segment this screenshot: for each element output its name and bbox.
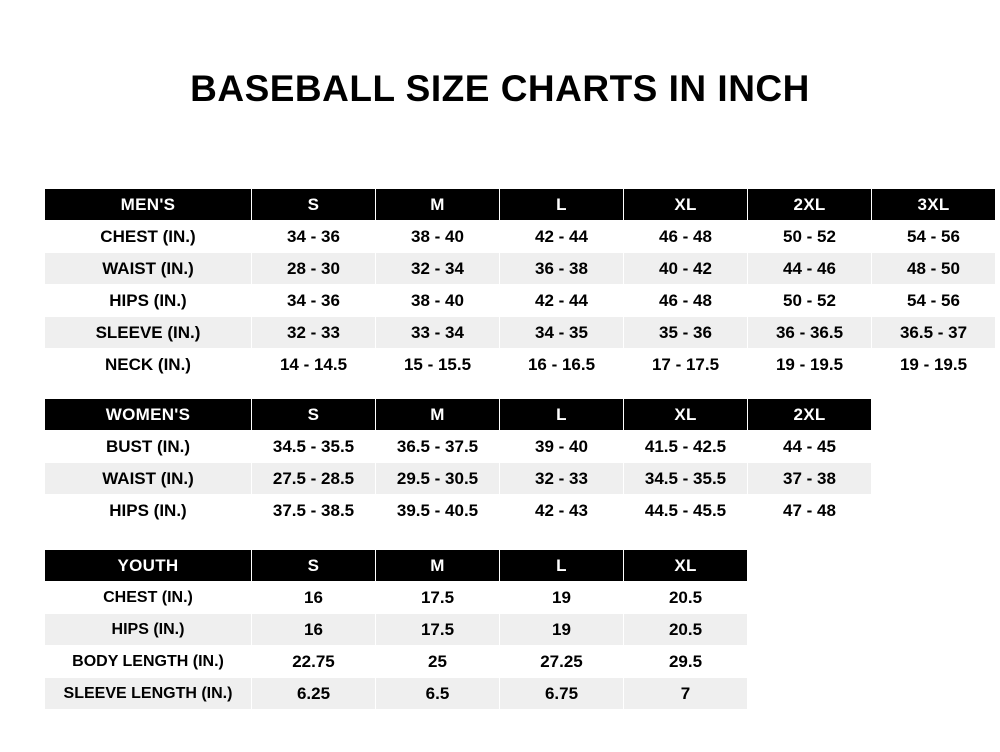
cell: 34 - 36 bbox=[252, 285, 376, 317]
cell: 29.5 - 30.5 bbox=[376, 463, 500, 495]
cell: 32 - 33 bbox=[252, 317, 376, 349]
cell: 38 - 40 bbox=[376, 221, 500, 253]
column-header: 2XL bbox=[748, 399, 872, 431]
column-header: S bbox=[252, 399, 376, 431]
mens-size-table bbox=[44, 188, 996, 381]
table-row bbox=[45, 317, 996, 349]
cell: 38 - 40 bbox=[376, 285, 500, 317]
cell: 15 - 15.5 bbox=[376, 349, 500, 381]
table-row bbox=[45, 349, 996, 381]
cell: 39.5 - 40.5 bbox=[376, 495, 500, 527]
row-label: CHEST (IN.) bbox=[45, 582, 252, 614]
column-header: S bbox=[252, 189, 376, 221]
cell: 37.5 - 38.5 bbox=[252, 495, 376, 527]
table-row bbox=[45, 285, 996, 317]
cell: 22.75 bbox=[252, 646, 376, 678]
cell: 14 - 14.5 bbox=[252, 349, 376, 381]
cell: 33 - 34 bbox=[376, 317, 500, 349]
cell: 32 - 33 bbox=[500, 463, 624, 495]
cell: 46 - 48 bbox=[624, 285, 748, 317]
column-header: XL bbox=[624, 550, 748, 582]
row-label: BODY LENGTH (IN.) bbox=[45, 646, 252, 678]
cell: 27.5 - 28.5 bbox=[252, 463, 376, 495]
cell: 16 bbox=[252, 582, 376, 614]
womens-size-table bbox=[44, 398, 872, 527]
cell: 40 - 42 bbox=[624, 253, 748, 285]
cell: 29.5 bbox=[624, 646, 748, 678]
cell: 36 - 36.5 bbox=[748, 317, 872, 349]
cell: 37 - 38 bbox=[748, 463, 872, 495]
row-label: CHEST (IN.) bbox=[45, 221, 252, 253]
cell: 7 bbox=[624, 678, 748, 710]
column-header: L bbox=[500, 399, 624, 431]
cell: 54 - 56 bbox=[872, 285, 996, 317]
column-header: M bbox=[376, 189, 500, 221]
row-label: HIPS (IN.) bbox=[45, 285, 252, 317]
cell: 36.5 - 37.5 bbox=[376, 431, 500, 463]
column-header: L bbox=[500, 550, 624, 582]
row-label: WAIST (IN.) bbox=[45, 463, 252, 495]
cell: 32 - 34 bbox=[376, 253, 500, 285]
cell: 36 - 38 bbox=[500, 253, 624, 285]
table-row bbox=[45, 582, 748, 614]
cell: 17 - 17.5 bbox=[624, 349, 748, 381]
table-header-row bbox=[45, 399, 872, 431]
cell: 42 - 44 bbox=[500, 221, 624, 253]
column-header: 2XL bbox=[748, 189, 872, 221]
cell: 44.5 - 45.5 bbox=[624, 495, 748, 527]
cell: 50 - 52 bbox=[748, 285, 872, 317]
cell: 6.25 bbox=[252, 678, 376, 710]
row-label: SLEEVE LENGTH (IN.) bbox=[45, 678, 252, 710]
cell: 20.5 bbox=[624, 582, 748, 614]
cell: 44 - 46 bbox=[748, 253, 872, 285]
table-row bbox=[45, 614, 748, 646]
cell: 48 - 50 bbox=[872, 253, 996, 285]
row-label: WAIST (IN.) bbox=[45, 253, 252, 285]
row-label: NECK (IN.) bbox=[45, 349, 252, 381]
table-row bbox=[45, 431, 872, 463]
row-label: HIPS (IN.) bbox=[45, 495, 252, 527]
row-label: SLEEVE (IN.) bbox=[45, 317, 252, 349]
row-label: BUST (IN.) bbox=[45, 431, 252, 463]
cell: 35 - 36 bbox=[624, 317, 748, 349]
column-header: WOMEN'S bbox=[45, 399, 252, 431]
row-label: HIPS (IN.) bbox=[45, 614, 252, 646]
cell: 47 - 48 bbox=[748, 495, 872, 527]
cell: 36.5 - 37 bbox=[872, 317, 996, 349]
table-row bbox=[45, 646, 748, 678]
cell: 19 bbox=[500, 582, 624, 614]
cell: 50 - 52 bbox=[748, 221, 872, 253]
table-header-row bbox=[45, 550, 748, 582]
column-header: L bbox=[500, 189, 624, 221]
column-header: YOUTH bbox=[45, 550, 252, 582]
cell: 6.75 bbox=[500, 678, 624, 710]
cell: 16 - 16.5 bbox=[500, 349, 624, 381]
cell: 20.5 bbox=[624, 614, 748, 646]
cell: 46 - 48 bbox=[624, 221, 748, 253]
youth-size-table bbox=[44, 549, 748, 710]
cell: 42 - 44 bbox=[500, 285, 624, 317]
column-header: S bbox=[252, 550, 376, 582]
cell: 54 - 56 bbox=[872, 221, 996, 253]
cell: 34.5 - 35.5 bbox=[252, 431, 376, 463]
table-row bbox=[45, 253, 996, 285]
cell: 34.5 - 35.5 bbox=[624, 463, 748, 495]
column-header: M bbox=[376, 550, 500, 582]
table-row bbox=[45, 221, 996, 253]
table-header-row bbox=[45, 189, 996, 221]
column-header: M bbox=[376, 399, 500, 431]
cell: 34 - 35 bbox=[500, 317, 624, 349]
cell: 25 bbox=[376, 646, 500, 678]
cell: 17.5 bbox=[376, 614, 500, 646]
table-row bbox=[45, 463, 872, 495]
cell: 17.5 bbox=[376, 582, 500, 614]
column-header: MEN'S bbox=[45, 189, 252, 221]
cell: 19 - 19.5 bbox=[748, 349, 872, 381]
table-row bbox=[45, 678, 748, 710]
cell: 39 - 40 bbox=[500, 431, 624, 463]
table-row bbox=[45, 495, 872, 527]
cell: 16 bbox=[252, 614, 376, 646]
column-header: 3XL bbox=[872, 189, 996, 221]
column-header: XL bbox=[624, 189, 748, 221]
column-header: XL bbox=[624, 399, 748, 431]
cell: 19 bbox=[500, 614, 624, 646]
cell: 27.25 bbox=[500, 646, 624, 678]
page-title: BASEBALL SIZE CHARTS IN INCH bbox=[190, 68, 810, 109]
cell: 34 - 36 bbox=[252, 221, 376, 253]
cell: 41.5 - 42.5 bbox=[624, 431, 748, 463]
cell: 6.5 bbox=[376, 678, 500, 710]
cell: 19 - 19.5 bbox=[872, 349, 996, 381]
cell: 28 - 30 bbox=[252, 253, 376, 285]
cell: 44 - 45 bbox=[748, 431, 872, 463]
cell: 42 - 43 bbox=[500, 495, 624, 527]
